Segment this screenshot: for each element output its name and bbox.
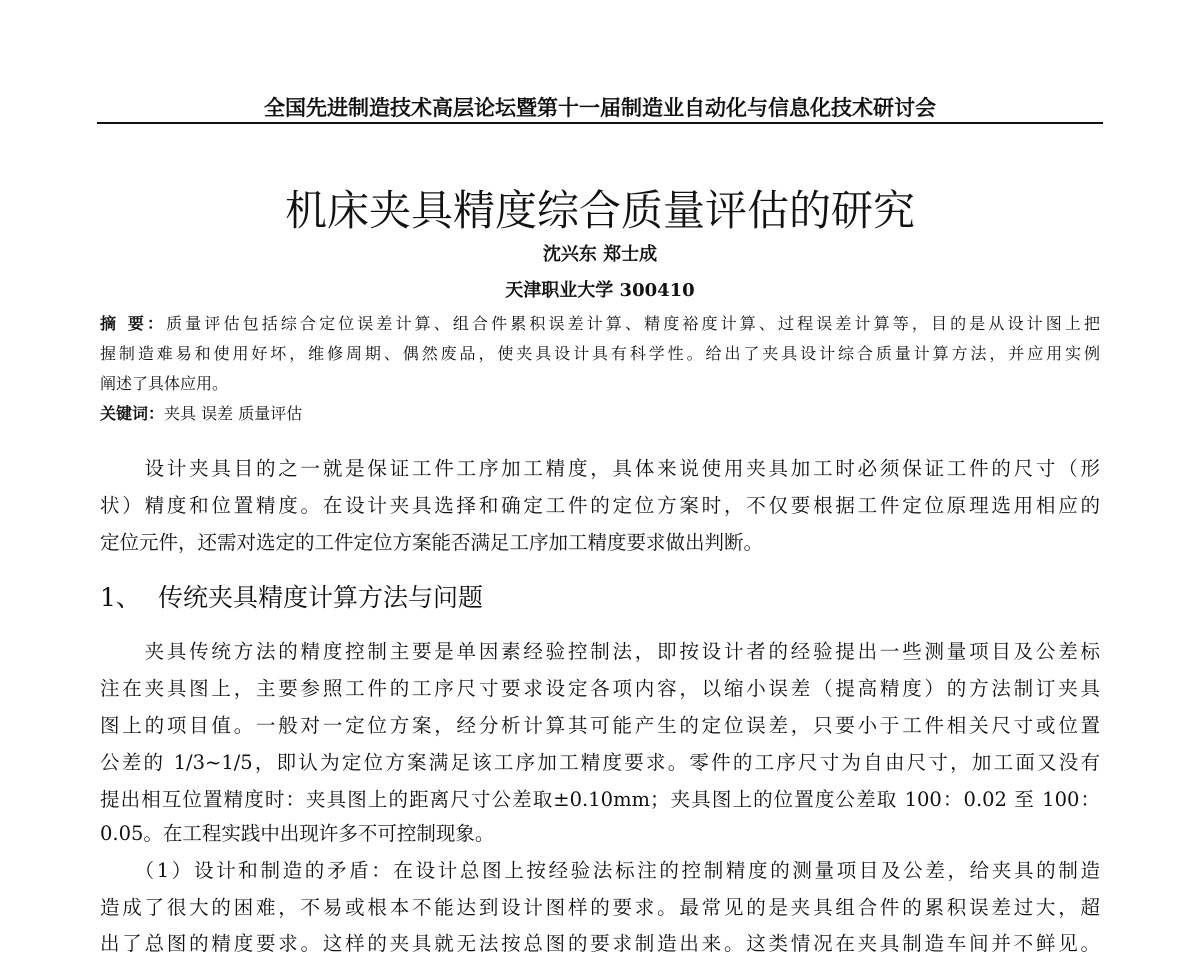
paper-title: 机床夹具精度综合质量评估的研究 (284, 186, 915, 235)
abstract-line: 阐述了具体应用。 (100, 374, 229, 393)
text-line: 公差的 1/3~1/5，即认为定位方案满足该工序加工精度要求。零件的工序尺寸为自由尺寸，加工面又没有 (100, 751, 1100, 774)
section-number: 1、 (100, 583, 141, 612)
abstract-label: 摘 要： (100, 314, 167, 333)
affiliation: 天津职业大学 300410 (505, 280, 695, 301)
text-line: （1）设计和制造的矛盾：在设计总图上按经验法标注的控制精度的测量项目及公差，给夹具的制造 (100, 859, 1100, 882)
text-line: 设计夹具目的之一就是保证工件工序加工精度，具体来说使用夹具加工时必须保证工件的尺寸（形 (100, 457, 1100, 480)
text-line: 注在夹具图上，主要参照工件的工序尺寸要求设定各项内容，以缩小误差（提高精度）的方法制订夹具 (100, 677, 1100, 700)
text-line: 状）精度和位置精度。在设计夹具选择和确定工件的定位方案时，不仅要根据工件定位原理选用相应的 (100, 494, 1100, 517)
keywords-label: 关键词： (100, 404, 165, 423)
keywords-text: 夹具 误差 质量评估 (164, 404, 303, 423)
section-title: 传统夹具精度计算方法与问题 (158, 583, 484, 612)
text-line: 出了总图的精度要求。这样的夹具就无法按总图的要求制造出来。这类情况在夹具制造车间并不鲜见。 (100, 932, 1100, 955)
running-header: 全国先进制造技术高层论坛暨第十一届制造业自动化与信息化技术研讨会 (264, 95, 936, 120)
keywords (100, 401, 1100, 424)
authors: 沈兴东 郑士成 (542, 244, 658, 265)
section-heading (100, 578, 483, 614)
text-line: 造成了很大的困难，不易或根本不能达到设计图样的要求。最常见的是夹具组合件的累积误差过大，超 (100, 896, 1100, 919)
header-rule (97, 122, 1103, 124)
abstract-line: 握制造难易和使用好坏，维修周期、偶然废品，使夹具设计具有科学性。给出了夹具设计综合质量计算方法，并应用实例 (100, 344, 1100, 363)
text-line: 定位元件，还需对选定的工件定位方案能否满足工序加工精度要求做出判断。 (100, 531, 764, 554)
text-line: 0.05。在工程实践中出现许多不可控制现象。 (100, 822, 495, 845)
text-line: 夹具传统方法的精度控制主要是单因素经验控制法，即按设计者的经验提出一些测量项目及公差标 (100, 640, 1100, 663)
text-line: 图上的项目值。一般对一定位方案，经分析计算其可能产生的定位误差，只要小于工件相关尺寸或位置 (100, 714, 1100, 737)
text-line: 提出相互位置精度时：夹具图上的距离尺寸公差取±0.10mm；夹具图上的位置度公差取 100：0.02 至 100： (100, 788, 1100, 811)
abstract-line (100, 311, 1100, 334)
abstract-text: 质量评估包括综合定位误差计算、组合件累积误差计算、精度裕度计算、过程误差计算等，目的是从设计图上把 (166, 314, 1100, 333)
